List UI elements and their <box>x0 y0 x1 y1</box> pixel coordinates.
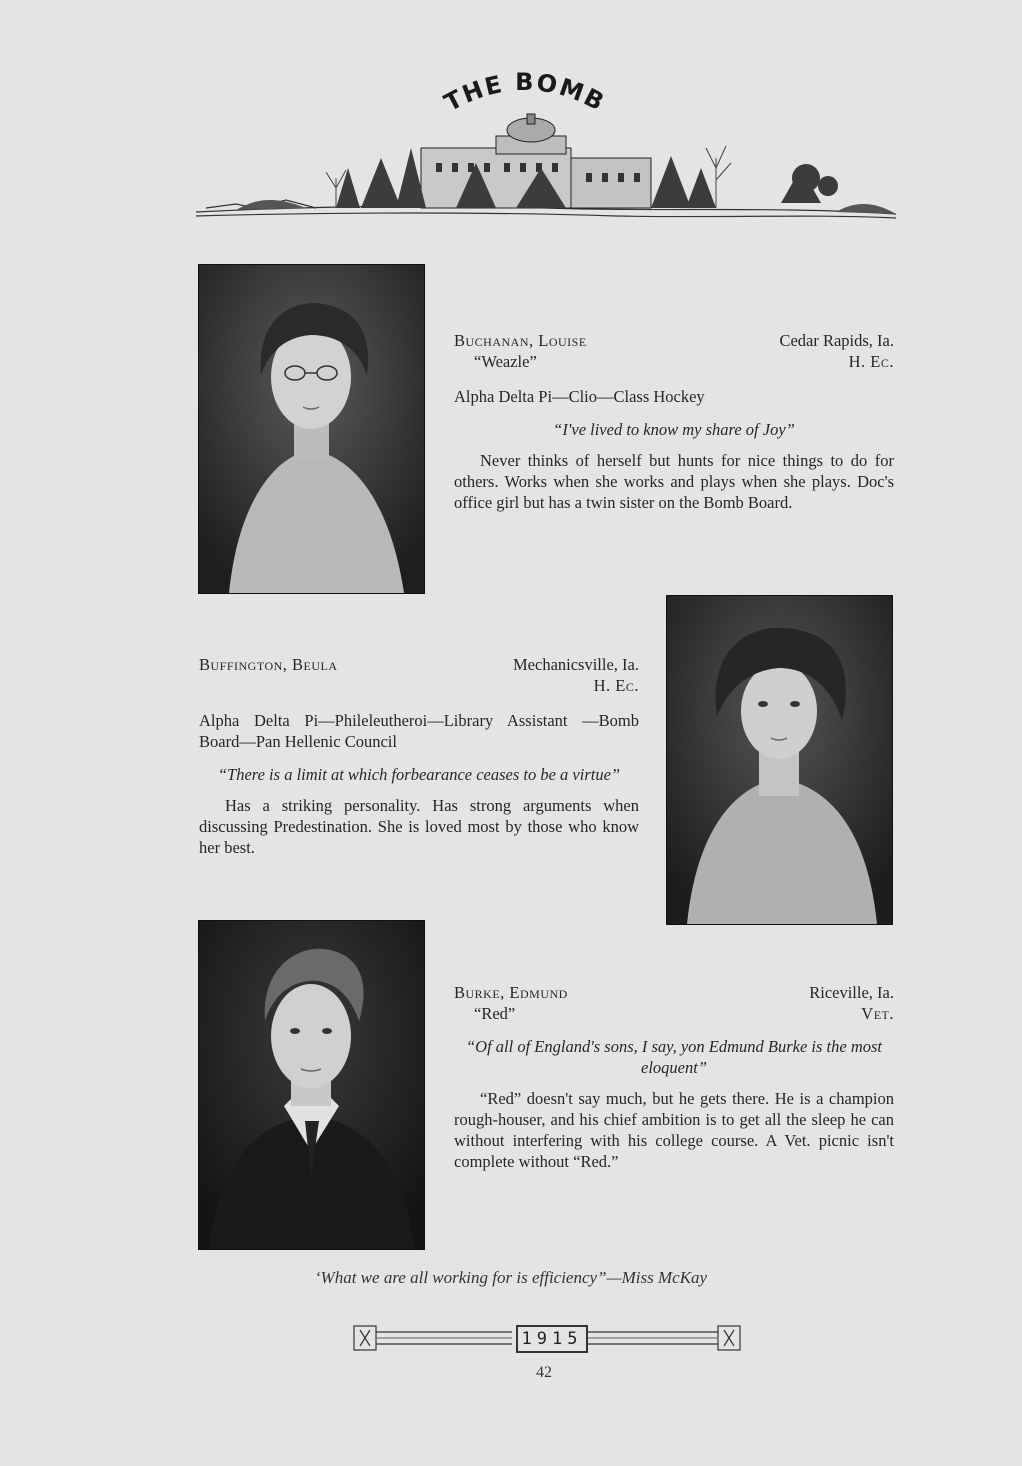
portrait-photo-buffington <box>666 595 893 925</box>
entry-quote: “There is a limit at which forbearance ceases to be a virtue” <box>217 765 621 784</box>
entry-buffington <box>199 654 639 858</box>
portrait-photo-burke <box>198 920 425 1250</box>
entry-hometown: Cedar Rapids, Ia. <box>779 331 894 350</box>
entry-quote: “Of all of England's sons, I say, yon Edmund Burke is the most eloquent” <box>465 1037 882 1077</box>
entry-hometown: Riceville, Ia. <box>809 983 894 1002</box>
entry-description: Never thinks of herself but hunts for nice things to do for others. Works when she works and plays when she plays. Doc's office girl but has a twin sister on the Bomb Board. <box>454 451 894 512</box>
entry-hometown: Mechanicsville, Ia. <box>513 655 639 674</box>
entry-name: Burke, Edmund <box>454 983 568 1002</box>
entry-organizations: Alpha Delta Pi—Phileleutheroi—Library Assistant —Bomb Board—Pan Hellenic Council <box>199 711 639 751</box>
entry-organizations: Alpha Delta Pi—Clio—Class Hockey <box>454 387 705 406</box>
entry-description: Has a striking personality. Has strong arguments when discussing Predestination. She is loved most by those who know her best. <box>199 796 639 857</box>
entry-course: Vet. <box>861 1004 894 1023</box>
entry-buchanan <box>454 330 894 513</box>
campus-illustration <box>196 108 896 228</box>
entry-name: Buchanan, Louise <box>454 331 587 350</box>
entry-course: H. Ec. <box>593 676 639 695</box>
page-number: 42 <box>536 1364 552 1381</box>
entry-quote: “I've lived to know my share of Joy” <box>553 420 795 439</box>
entry-name: Buffington, Beula <box>199 655 338 674</box>
year-emblem: 1915 <box>516 1325 588 1353</box>
entry-course: H. Ec. <box>848 352 894 371</box>
footer-quote: ‘What we are all working for is efficiency”—Miss McKay <box>314 1268 708 1287</box>
portrait-photo-buchanan <box>198 264 425 594</box>
entry-nickname: “Weazle” <box>474 352 537 371</box>
entry-burke <box>454 982 894 1172</box>
entry-description: “Red” doesn't say much, but he gets there. He is a champion rough-houser, and his chief ambition is to get all the sleep he can without interfering with his college course. A Vet. picnic isn't complete without “Red.” <box>454 1089 894 1171</box>
header-title-text: THE BOMB <box>439 67 611 118</box>
entry-nickname: “Red” <box>474 1004 516 1023</box>
